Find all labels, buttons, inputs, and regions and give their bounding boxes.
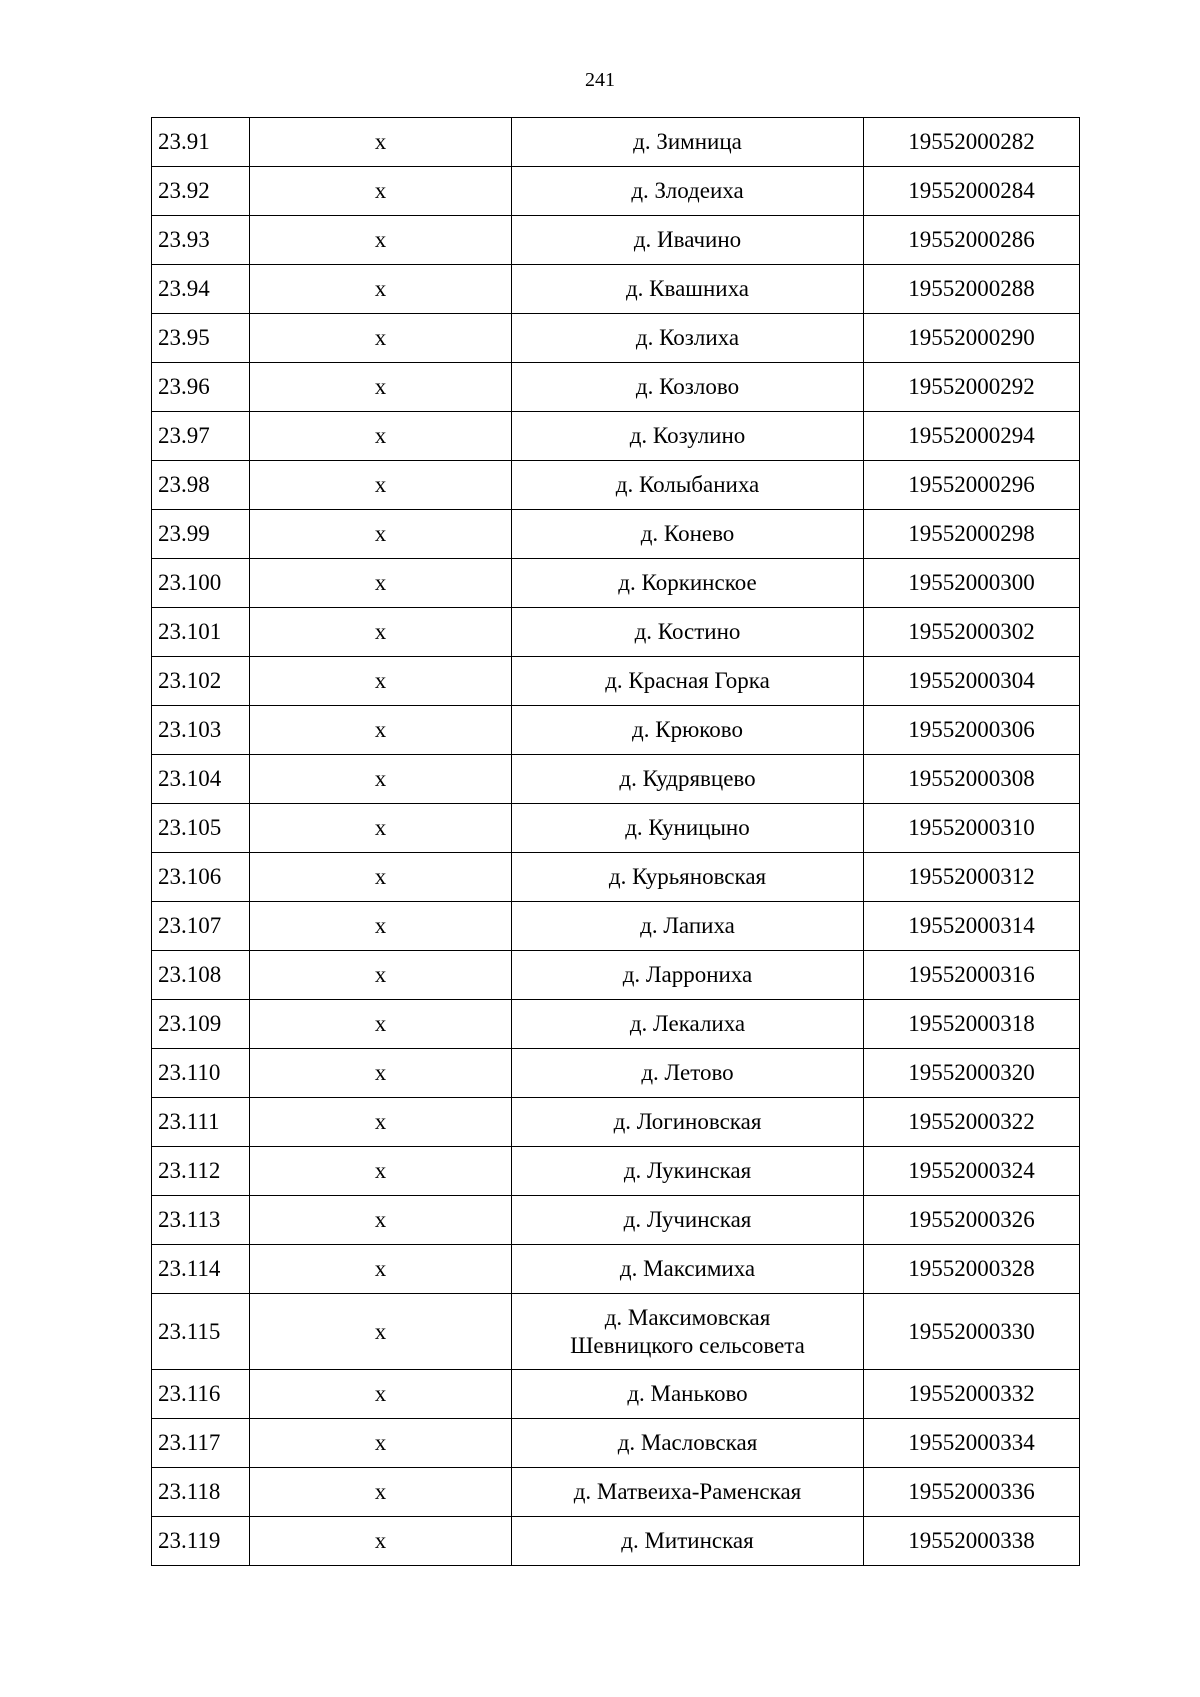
settlement-name-cell (512, 1294, 864, 1370)
oktmo-code-cell: 19552000286 (864, 216, 1080, 265)
row-mark-cell: х (250, 559, 512, 608)
settlement-name: д. Лукинская (623, 1158, 752, 1183)
table-row (152, 1098, 1080, 1147)
row-mark-cell: х (250, 167, 512, 216)
oktmo-code-cell: 19552000318 (864, 1000, 1080, 1049)
row-mark-cell: х (250, 1419, 512, 1468)
settlement-name: д. Лекалиха (629, 1011, 746, 1036)
oktmo-code-cell: 19552000322 (864, 1098, 1080, 1147)
settlement-name-cell (512, 314, 864, 363)
settlement-name: д. Летово (641, 1060, 734, 1085)
oktmo-code-cell: 19552000326 (864, 1196, 1080, 1245)
table-row (152, 1517, 1080, 1566)
settlement-name-cell (512, 1098, 864, 1147)
settlement-name: д. Козлово (635, 374, 740, 399)
row-number-cell: 23.100 (152, 559, 250, 608)
table-row (152, 706, 1080, 755)
settlement-name: д. Коркинское (618, 570, 757, 595)
row-number-cell: 23.92 (152, 167, 250, 216)
oktmo-code-cell: 19552000292 (864, 363, 1080, 412)
row-mark-cell: х (250, 118, 512, 167)
table-row (152, 118, 1080, 167)
settlement-name-cell (512, 657, 864, 706)
settlement-name: д. Колыбаниха (615, 472, 760, 497)
table-row (152, 902, 1080, 951)
row-number-cell: 23.115 (152, 1294, 250, 1370)
row-number-cell: 23.109 (152, 1000, 250, 1049)
settlements-table (151, 117, 1080, 1566)
row-mark-cell: х (250, 510, 512, 559)
settlement-name-cell (512, 1370, 864, 1419)
table-row (152, 412, 1080, 461)
settlement-name-cell (512, 1000, 864, 1049)
oktmo-code-cell: 19552000338 (864, 1517, 1080, 1566)
row-mark-cell: х (250, 951, 512, 1000)
settlement-name: д. Максимиха (619, 1256, 756, 1281)
row-mark-cell: х (250, 461, 512, 510)
table-row (152, 1196, 1080, 1245)
row-mark-cell: х (250, 1468, 512, 1517)
settlement-name-cell (512, 1468, 864, 1517)
table-row (152, 804, 1080, 853)
row-mark-cell: х (250, 755, 512, 804)
row-number-cell: 23.91 (152, 118, 250, 167)
settlement-name-qualifier: Шевницкого сельсовета (570, 1332, 805, 1358)
row-number-cell: 23.119 (152, 1517, 250, 1566)
oktmo-code-cell: 19552000298 (864, 510, 1080, 559)
oktmo-code-cell: 19552000314 (864, 902, 1080, 951)
settlement-name-cell (512, 167, 864, 216)
oktmo-code-cell: 19552000332 (864, 1370, 1080, 1419)
row-number-cell: 23.105 (152, 804, 250, 853)
row-number-cell: 23.118 (152, 1468, 250, 1517)
row-number-cell: 23.101 (152, 608, 250, 657)
table-row (152, 461, 1080, 510)
settlement-name: д. Конево (640, 521, 735, 546)
row-number-cell: 23.97 (152, 412, 250, 461)
settlement-name-cell (512, 902, 864, 951)
table-row (152, 510, 1080, 559)
row-number-cell: 23.99 (152, 510, 250, 559)
table-row (152, 1000, 1080, 1049)
settlement-name: д. Масловская (617, 1430, 758, 1455)
row-number-cell: 23.116 (152, 1370, 250, 1419)
row-mark-cell: х (250, 1147, 512, 1196)
oktmo-code-cell: 19552000294 (864, 412, 1080, 461)
table-row (152, 951, 1080, 1000)
table-row (152, 265, 1080, 314)
oktmo-code-cell: 19552000316 (864, 951, 1080, 1000)
row-mark-cell: х (250, 1000, 512, 1049)
table-row (152, 314, 1080, 363)
row-number-cell: 23.103 (152, 706, 250, 755)
row-number-cell: 23.106 (152, 853, 250, 902)
settlement-name-cell (512, 1419, 864, 1468)
row-number-cell: 23.112 (152, 1147, 250, 1196)
oktmo-code-cell: 19552000320 (864, 1049, 1080, 1098)
settlement-name-cell (512, 510, 864, 559)
table-row (152, 1049, 1080, 1098)
settlement-name-cell (512, 363, 864, 412)
settlement-name: д. Зимница (633, 129, 742, 154)
table-row (152, 363, 1080, 412)
page-number: 241 (585, 69, 615, 91)
settlement-name-cell (512, 1245, 864, 1294)
row-number-cell: 23.93 (152, 216, 250, 265)
settlement-name: д. Ивачино (633, 227, 742, 252)
row-mark-cell: х (250, 1049, 512, 1098)
row-mark-cell: х (250, 1196, 512, 1245)
oktmo-code-cell: 19552000330 (864, 1294, 1080, 1370)
row-number-cell: 23.95 (152, 314, 250, 363)
row-number-cell: 23.114 (152, 1245, 250, 1294)
settlement-name: д. Максимовская (604, 1304, 771, 1330)
table-row (152, 1468, 1080, 1517)
row-mark-cell: х (250, 1245, 512, 1294)
settlement-name: д. Курьяновская (608, 864, 767, 889)
settlement-name: д. Лучинская (623, 1207, 752, 1232)
settlement-name-cell (512, 608, 864, 657)
row-number-cell: 23.96 (152, 363, 250, 412)
settlement-name-cell (512, 1147, 864, 1196)
settlement-name-cell (512, 706, 864, 755)
settlement-name: д. Логиновская (613, 1109, 762, 1134)
row-mark-cell: х (250, 363, 512, 412)
oktmo-code-cell: 19552000288 (864, 265, 1080, 314)
row-number-cell: 23.107 (152, 902, 250, 951)
table-row (152, 1245, 1080, 1294)
row-mark-cell: х (250, 706, 512, 755)
settlement-name-cell (512, 1517, 864, 1566)
row-number-cell: 23.117 (152, 1419, 250, 1468)
row-mark-cell: х (250, 657, 512, 706)
settlement-name: д. Злодеиха (631, 178, 744, 203)
oktmo-code-cell: 19552000300 (864, 559, 1080, 608)
oktmo-code-cell: 19552000306 (864, 706, 1080, 755)
oktmo-code-cell: 19552000296 (864, 461, 1080, 510)
settlement-name: д. Костино (634, 619, 741, 644)
row-number-cell: 23.108 (152, 951, 250, 1000)
settlement-name-cell (512, 853, 864, 902)
settlement-name-cell (512, 216, 864, 265)
row-mark-cell: х (250, 853, 512, 902)
settlement-name-cell (512, 804, 864, 853)
settlement-name-cell (512, 755, 864, 804)
row-number-cell: 23.94 (152, 265, 250, 314)
table-row (152, 755, 1080, 804)
table-row (152, 608, 1080, 657)
row-mark-cell: х (250, 412, 512, 461)
settlement-name: д. Митинская (621, 1528, 754, 1553)
table-row (152, 853, 1080, 902)
settlement-name-cell (512, 412, 864, 461)
table-row (152, 1294, 1080, 1370)
oktmo-code-cell: 19552000282 (864, 118, 1080, 167)
settlement-name: д. Крюково (632, 717, 743, 742)
settlement-name: д. Козлиха (635, 325, 740, 350)
table-row (152, 657, 1080, 706)
settlement-name: д. Красная Горка (605, 668, 770, 693)
row-mark-cell: х (250, 804, 512, 853)
settlement-name: д. Куницыно (625, 815, 750, 840)
table-row (152, 216, 1080, 265)
settlement-name-cell (512, 118, 864, 167)
row-number-cell: 23.111 (152, 1098, 250, 1147)
settlement-name-cell (512, 559, 864, 608)
row-mark-cell: х (250, 216, 512, 265)
settlement-name-cell (512, 1049, 864, 1098)
row-number-cell: 23.98 (152, 461, 250, 510)
table-row (152, 1419, 1080, 1468)
settlement-name: д. Кудрявцево (619, 766, 756, 791)
row-mark-cell: х (250, 1517, 512, 1566)
oktmo-code-cell: 19552000302 (864, 608, 1080, 657)
row-mark-cell: х (250, 265, 512, 314)
oktmo-code-cell: 19552000328 (864, 1245, 1080, 1294)
oktmo-code-cell: 19552000308 (864, 755, 1080, 804)
table-row (152, 559, 1080, 608)
settlement-name: д. Лапиха (640, 913, 735, 938)
settlement-name: д. Маньково (627, 1381, 748, 1406)
row-mark-cell: х (250, 902, 512, 951)
settlement-name: д. Матвеиха-Раменская (573, 1479, 802, 1504)
oktmo-code-cell: 19552000336 (864, 1468, 1080, 1517)
row-number-cell: 23.104 (152, 755, 250, 804)
row-mark-cell: х (250, 1370, 512, 1419)
settlement-name-cell (512, 265, 864, 314)
settlement-name-cell (512, 1196, 864, 1245)
table-body (152, 118, 1080, 1566)
oktmo-code-cell: 19552000312 (864, 853, 1080, 902)
settlement-name-cell (512, 461, 864, 510)
row-mark-cell: х (250, 1294, 512, 1370)
table-row (152, 1147, 1080, 1196)
row-mark-cell: х (250, 608, 512, 657)
settlement-name: д. Квашниха (625, 276, 750, 301)
oktmo-code-cell: 19552000290 (864, 314, 1080, 363)
row-number-cell: 23.113 (152, 1196, 250, 1245)
settlement-name: д. Ларрониха (622, 962, 753, 987)
row-mark-cell: х (250, 1098, 512, 1147)
table-row (152, 167, 1080, 216)
oktmo-code-cell: 19552000284 (864, 167, 1080, 216)
row-mark-cell: х (250, 314, 512, 363)
settlement-name-cell (512, 951, 864, 1000)
row-number-cell: 23.110 (152, 1049, 250, 1098)
settlement-name: д. Козулино (629, 423, 746, 448)
oktmo-code-cell: 19552000334 (864, 1419, 1080, 1468)
table-row (152, 1370, 1080, 1419)
row-number-cell: 23.102 (152, 657, 250, 706)
oktmo-code-cell: 19552000324 (864, 1147, 1080, 1196)
oktmo-code-cell: 19552000310 (864, 804, 1080, 853)
oktmo-code-cell: 19552000304 (864, 657, 1080, 706)
